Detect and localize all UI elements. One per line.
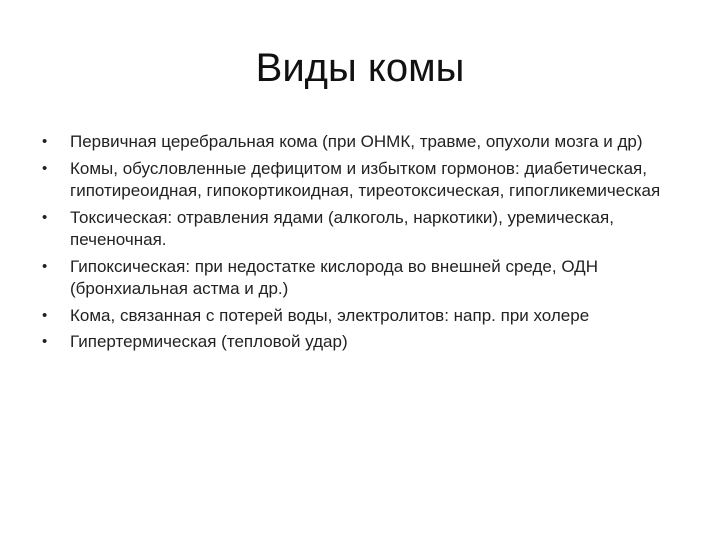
list-item-hyperthermic-coma — [42, 331, 672, 354]
list-item-text: Первичная церебральная кома (при ОНМК, травме, опухоли мозга и др) — [70, 132, 643, 151]
bullet-icon: • — [42, 333, 48, 350]
bullet-icon: • — [42, 133, 48, 150]
list-item-text: Гипертермическая (тепловой удар) — [70, 332, 348, 351]
slide-title: Виды комы — [255, 46, 465, 90]
list-item-dehydration-coma — [42, 305, 672, 328]
list-item-hypoxic-coma — [42, 256, 672, 301]
bullet-list — [42, 131, 672, 358]
bullet-icon: • — [42, 159, 48, 177]
list-item-text: Токсическая: отравления ядами (алкоголь, наркотики), уремическая, печеночная. — [70, 207, 614, 249]
bullet-icon: • — [42, 306, 48, 324]
list-item-primary-cerebral-coma — [42, 131, 672, 154]
list-item-text: Комы, обусловленные дефицитом и избытком гормонов: диабетическая, гипотиреоидная, гипокортикоидная, тиреотоксическая, гипогликемическая — [70, 158, 661, 200]
bullet-icon: • — [42, 208, 48, 226]
list-item-toxic-coma — [42, 207, 672, 252]
list-item-text: Гипоксическая: при недостатке кислорода во внешней среде, ОДН (бронхиальная астма и др.) — [70, 256, 598, 298]
list-item-hormonal-coma — [42, 158, 672, 203]
list-item-text: Кома, связанная с потерей воды, электролитов: напр. при холере — [70, 305, 590, 325]
bullet-icon: • — [42, 257, 48, 275]
